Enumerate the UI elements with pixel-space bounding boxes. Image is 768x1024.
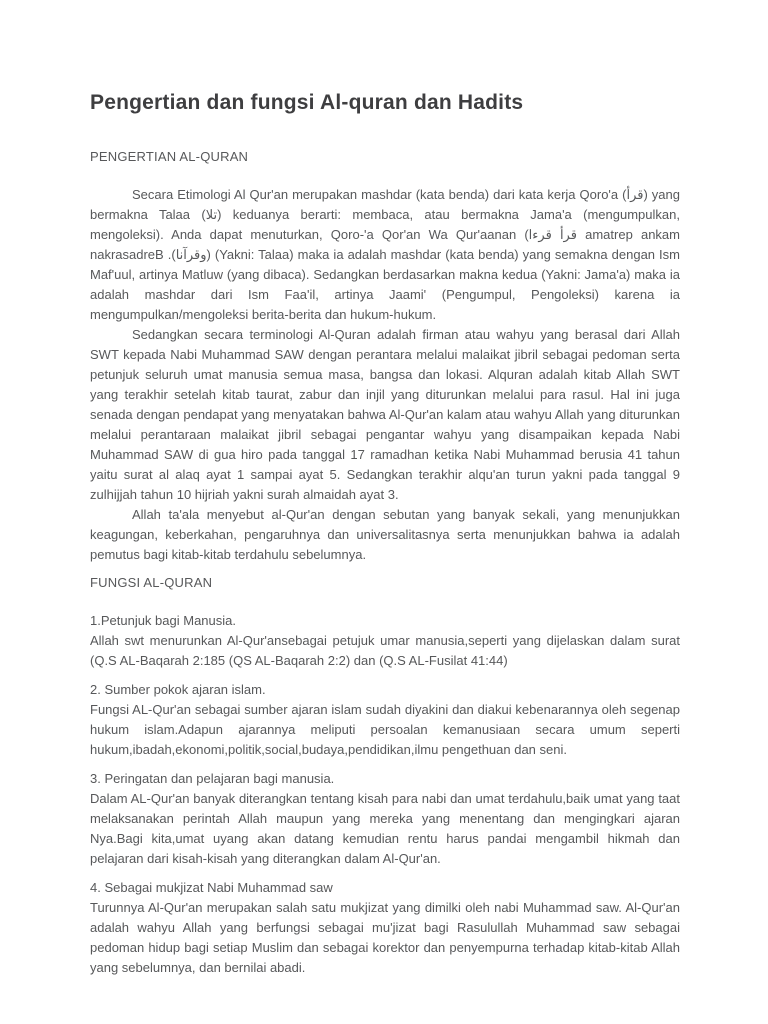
section-heading-fungsi-al-quran: FUNGSI AL-QURAN — [90, 575, 213, 590]
function-item-body: Allah swt menurunkan Al-Qur'ansebagai petujuk umar manusia,seperti yang dijelaskan dalam surat (Q.S AL-Baqarah 2:185 (QS AL-Baqarah 2:2) dan (Q.S AL-Fusilat 41:44) — [90, 633, 680, 668]
function-item-body: Turunnya Al-Qur'an merupakan salah satu mukjizat yang dimilki oleh nabi Muhammad saw. Al-Qur'an adalah wahyu Allah yang berfungsi sebagai mu'jizat bagi Rasulullah Muhammad saw sebagai pedoman hidup bagi setiap Muslim dan sebagai korektor dan penyempurna terhadap kitab-kitab Allah yang sebelumnya, dan bernilai abadi. — [90, 900, 680, 975]
function-item-heading: 2. Sumber pokok ajaran islam. — [90, 682, 266, 697]
function-item-body: Fungsi AL-Qur'an sebagai sumber ajaran islam sudah diyakini dan diakui kebenarannya oleh segenap hukum islam.Adapun ajarannya meliputi persoalan kemanusiaan secara umum seperti hukum,ibadah,ekonomi,politik,social,budaya,pendidikan,ilmu pengethuan dan seni. — [90, 702, 680, 757]
function-item-heading: 1.Petunjuk bagi Manusia. — [90, 613, 236, 628]
function-item-petunjuk — [90, 611, 680, 671]
paragraph-sebutan-al-quran: Allah ta'ala menyebut al-Qur'an dengan sebutan yang banyak sekali, yang menunjukkan keagungan, keberkahan, pengaruhnya dan universalitasnya serta menunjukkan bahwa ia adalah pemutus bagi kitab-kitab terdahulu sebelumnya. — [90, 507, 680, 562]
function-item-body: Dalam AL-Qur'an banyak diterangkan tentang kisah para nabi dan umat terdahulu,baik umat yang taat melaksanakan perintah Allah maupun yang mereka yang menentang dan mengingkari ajaran Nya.Bagi kita,umat uyang akan datang kemudian rentu harus pandai mengambil hikmah dan pelajaran dari kisah-kisah yang diterangkan dalam Al-Qur'an. — [90, 791, 680, 866]
function-item-sumber-pokok — [90, 680, 680, 760]
function-item-heading: 3. Peringatan dan pelajaran bagi manusia. — [90, 771, 335, 786]
function-item-peringatan — [90, 769, 680, 869]
paragraph-terminologi: Sedangkan secara terminologi Al-Quran adalah firman atau wahyu yang berasal dari Allah SWT kepada Nabi Muhammad SAW dengan perantara melalui malaikat jibril sebagai pedoman serta petunjuk seluruh umat manusia semua masa, bangsa dan lokasi. Alquran adalah kitab Allah SWT yang terakhir setelah kitab taurat, zabur dan injil yang diturunkan melalui para rasul. Hal ini juga senada dengan pendapat yang menyatakan bahwa Al-Qur'an kalam atau wahyu Allah yang diturunkan melalui perantaraan malaikat jibril sebagai pengantar wahyu yang disampaikan kepada Nabi Muhammad SAW di gua hiro pada tanggal 17 ramadhan ketika Nabi Muhammad berusia 41 tahun yaitu surat al alaq ayat 1 sampai ayat 5. Sedangkan terakhir alqu'an turun yakni pada tanggal 9 zulhijjah tahun 10 hijriah yakni surah almaidah ayat 3. — [90, 327, 680, 502]
function-item-heading: 4. Sebagai mukjizat Nabi Muhammad saw — [90, 880, 333, 895]
paragraph-etimologi: Secara Etimologi Al Qur'an merupakan mashdar (kata benda) dari kata kerja Qoro'a (⁨قرأ⁩) yang bermakna Talaa (⁨تلا⁩) keduanya berarti: membaca, atau bermakna Jama'a (mengumpulkan, mengoleksi). Anda dapat menuturkan, Qoro-'a Qor'an Wa Qur'aanan (⁨قرأ قرءا⁩ amatrep ankam nakrasadreB .(⁨وقرآنا⁩) (Yakni: Talaa) maka ia adalah mashdar (kata benda) yang semakna dengan Ism Maf'uul, artinya Matluw (yang dibaca). Sedangkan berdasarkan makna kedua (Yakni: Jama'a) maka ia adalah mashdar dari Ism Faa'il, artinya Jaami' (Pengumpul, Pengoleksi) karena ia mengumpulkan/mengoleksi berita-berita dan hukum-hukum. — [90, 187, 680, 322]
section-heading-pengertian-al-quran: PENGERTIAN AL-QURAN — [90, 149, 249, 164]
document-title: Pengertian dan fungsi Al-quran dan Hadits — [90, 91, 524, 114]
function-item-mukjizat — [90, 878, 680, 978]
